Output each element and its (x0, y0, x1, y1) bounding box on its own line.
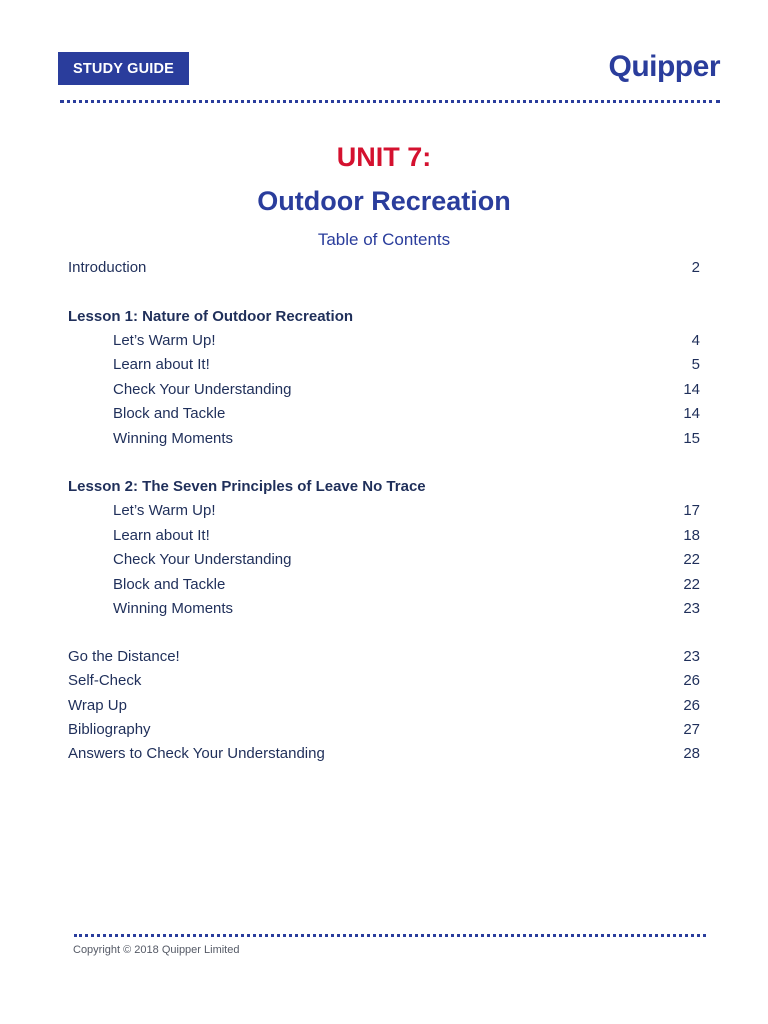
toc-entry-page: 15 (683, 429, 700, 447)
toc-entry (68, 353, 700, 375)
toc-entry-page: 23 (683, 599, 700, 617)
toc-entry-page: 26 (683, 671, 700, 689)
toc-entry-go-the-distance (68, 645, 700, 667)
toc-entry-introduction (68, 256, 700, 278)
toc-entry-page: 4 (691, 331, 700, 349)
toc-lesson-label: Lesson 2: The Seven Principles of Leave No Trace (68, 477, 426, 495)
toc-entry-label: Winning Moments (113, 599, 234, 617)
toc-entry (68, 427, 700, 449)
toc-entry-page: 2 (691, 258, 700, 276)
toc-entry-answers (68, 742, 700, 764)
toc-entry-label: Go the Distance! (68, 647, 180, 665)
copyright-notice: Copyright © 2018 Quipper Limited (73, 944, 240, 956)
toc-entry-page: 18 (683, 526, 700, 544)
toc-entry-label: Check Your Understanding (113, 550, 292, 568)
toc-lesson-1-title (68, 305, 700, 327)
toc-entry-label: Let’s Warm Up! (113, 331, 216, 349)
toc-entry-page: 26 (683, 696, 700, 714)
toc-entry (68, 329, 700, 351)
toc-entry-label: Let’s Warm Up! (113, 501, 216, 519)
toc-entry-label: Wrap Up (68, 696, 127, 714)
toc-entry-page: 22 (683, 575, 700, 593)
toc-entry-page: 28 (683, 744, 700, 762)
toc-entry (68, 597, 700, 619)
toc-entry-label: Block and Tackle (113, 575, 226, 593)
toc-entry-label: Winning Moments (113, 429, 234, 447)
toc-entry-self-check (68, 669, 700, 691)
toc-entry-label: Bibliography (68, 720, 151, 738)
toc-entry (68, 499, 700, 521)
toc-entry-page: 5 (691, 355, 700, 373)
toc-lesson-2-title (68, 475, 700, 497)
toc-entry-bibliography (68, 718, 700, 740)
toc-entry (68, 548, 700, 570)
toc-entry-label: Self-Check (68, 671, 142, 689)
unit-number: UNIT 7: (336, 142, 432, 172)
study-guide-badge: STUDY GUIDE (58, 52, 189, 85)
toc-entry-page: 23 (683, 647, 700, 665)
toc-entry-page: 14 (683, 404, 700, 422)
quipper-logo: Quipper (608, 50, 720, 83)
toc-entry-page: 17 (683, 501, 700, 519)
toc-entry-label: Learn about It! (113, 355, 210, 373)
toc-entry-label: Introduction (68, 258, 147, 276)
toc-lesson-label: Lesson 1: Nature of Outdoor Recreation (68, 307, 354, 325)
toc-entry-page: 27 (683, 720, 700, 738)
toc-entry-page: 22 (683, 550, 700, 568)
footer-divider (74, 934, 706, 937)
toc-entry-page: 14 (683, 380, 700, 398)
header-divider (60, 100, 720, 103)
toc-entry-label: Learn about It! (113, 526, 210, 544)
toc-heading: Table of Contents (317, 230, 451, 249)
toc-entry-wrap-up (68, 694, 700, 716)
toc-entry-label: Check Your Understanding (113, 380, 292, 398)
toc-entry (68, 573, 700, 595)
unit-title: Outdoor Recreation (257, 186, 511, 216)
toc-entry (68, 378, 700, 400)
toc-entry-label: Block and Tackle (113, 404, 226, 422)
toc-entry-label: Answers to Check Your Understanding (68, 744, 325, 762)
header (58, 52, 720, 86)
toc-entry (68, 402, 700, 424)
toc-entry (68, 524, 700, 546)
